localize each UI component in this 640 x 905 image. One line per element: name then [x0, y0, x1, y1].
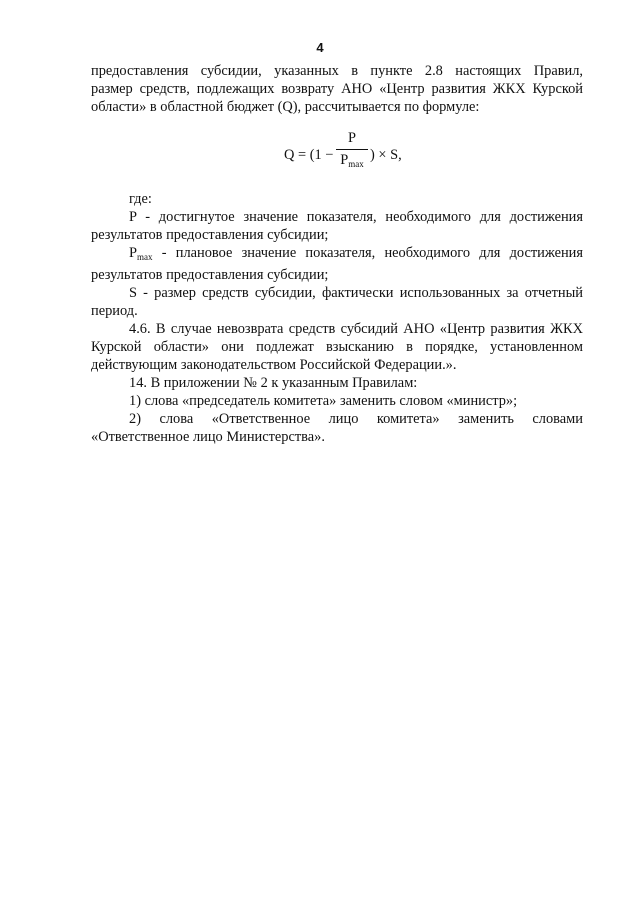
pmax-symbol: P — [129, 245, 138, 261]
list-item: 1) слова «председатель комитета» заменить словом «министр»; — [129, 393, 518, 409]
denominator-subscript: max — [348, 159, 364, 169]
paragraph-14: 14. В приложении № 2 к указанным Правилам: — [129, 375, 418, 391]
denominator-symbol: P — [340, 152, 349, 168]
formula-left: Q = (1 − — [284, 147, 334, 163]
fraction-bar — [336, 149, 368, 150]
pmax-definition-text: - плановое значение показателя, необходимого для достижения результатов предоставления субсидии; — [91, 245, 583, 283]
formula-right: ) × S, — [370, 147, 402, 163]
paragraph-line: области» в областной бюджет (Q), рассчитывается по формуле: — [91, 99, 480, 115]
pmax-subscript: max — [137, 252, 153, 262]
definition-pmax — [91, 244, 583, 284]
paragraph-line: размер средств, подлежащих возврату АНО «Центр развития ЖКХ Курской — [91, 81, 583, 97]
formula — [91, 128, 583, 188]
page-number: 4 — [316, 40, 324, 55]
paragraph-line: предоставления субсидии, указанных в пункте 2.8 настоящих Правил, — [91, 63, 583, 79]
definition-s: S - размер средств субсидии, фактически использованных за отчетный период. — [91, 285, 583, 319]
formula-denominator — [335, 152, 369, 173]
where-label: где: — [129, 191, 152, 207]
paragraph-4-6: 4.6. В случае невозврата средств субсидий АНО «Центр развития ЖКХ Курской области» они подлежат взысканию в порядке, установленном действующим законодательством Российской Федерации.». — [91, 321, 583, 373]
list-item: 2) слова «Ответственное лицо комитета» заменить словами «Ответственное лицо Министерства». — [91, 411, 583, 445]
formula-numerator: P — [347, 130, 356, 146]
formula-fraction — [335, 130, 369, 173]
document-body — [91, 62, 583, 446]
definition-p: P - достигнутое значение показателя, необходимого для достижения результатов предоставления субсидии; — [91, 209, 583, 243]
